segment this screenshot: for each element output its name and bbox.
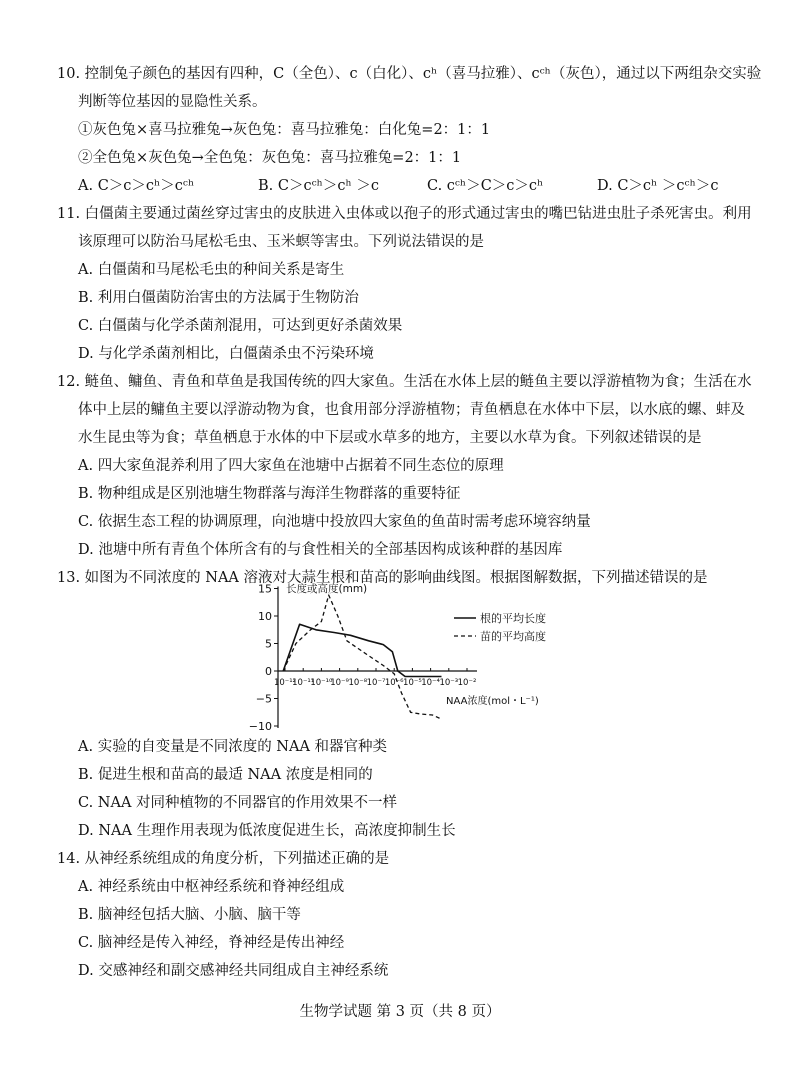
q10-stem-line2: 判断等位基因的显隐性关系。 [78, 94, 267, 110]
q12-stem-line2: 体中上层的鳙鱼主要以浮游动物为食，也食用部分浮游植物；青鱼栖息在水体中下层，以水底的螺、蚌及 [78, 402, 745, 418]
q12-option-d[interactable]: D. 池塘中所有青鱼个体所含有的与食性相关的全部基因构成该种群的基因库 [78, 542, 563, 558]
q13-option-d[interactable]: D. NAA 生理作用表现为低浓度促进生长，高浓度抑制生长 [78, 823, 456, 839]
x-tick-label: 10⁻⁵ [403, 678, 422, 688]
q10-option-d[interactable]: D. C＞cʰ ＞cᶜʰ＞c [597, 178, 719, 194]
q14-option-b[interactable]: B. 脑神经包括大脑、小脑、脑干等 [78, 907, 301, 923]
x-tick-label: 10⁻¹² [273, 678, 297, 688]
y-tick-label: −10 [248, 720, 272, 733]
y-tick-label: 15 [258, 582, 272, 596]
y-tick-label: 10 [258, 610, 272, 623]
x-tick-label: 10⁻³ [439, 678, 459, 688]
chart-y-ticks [249, 583, 278, 734]
q10-option-c[interactable]: C. cᶜʰ＞C＞c＞cʰ [427, 178, 544, 194]
q12-option-b[interactable]: B. 物种组成是区别池塘生物群落与海洋生物群落的重要特征 [78, 486, 461, 502]
q11-stem-line1: 11. 白僵菌主要通过菌丝穿过害虫的皮肤进入虫体或以孢子的形式通过害虫的嘴巴钻进虫肚子杀死害虫。利用 [57, 206, 752, 222]
x-tick-label: 10⁻¹⁰ [310, 678, 333, 688]
y-tick-label: 5 [265, 637, 272, 651]
q10-option-a[interactable]: A. C＞c＞cʰ＞cᶜʰ [78, 178, 195, 194]
legend-shoot-label: 苗的平均高度 [480, 630, 546, 643]
series-shoot-height-line [283, 595, 440, 718]
q14-option-c[interactable]: C. 脑神经是传入神经，脊神经是传出神经 [78, 935, 345, 951]
chart-x-axis-label: NAA浓度(mol・L⁻¹) [446, 696, 539, 707]
q14-stem: 14. 从神经系统组成的角度分析，下列描述正确的是 [57, 851, 390, 867]
q11-option-b[interactable]: B. 利用白僵菌防治害虫的方法属于生物防治 [78, 290, 359, 306]
q14-option-d[interactable]: D. 交感神经和副交感神经共同组成自主神经系统 [78, 963, 389, 979]
q11-stem-line2: 该原理可以防治马尾松毛虫、玉米螟等害虫。下列说法错误的是 [78, 234, 484, 250]
x-tick-label: 10⁻⁹ [330, 678, 349, 688]
q13-option-a[interactable]: A. 实验的自变量是不同浓度的 NAA 和器官种类 [78, 739, 388, 755]
series-root-length-line [283, 624, 441, 676]
y-tick-label: 0 [265, 665, 272, 678]
q13-stem: 13. 如图为不同浓度的 NAA 溶液对大蒜生根和苗高的影响曲线图。根据图解数据，下列描述错误的是 [57, 570, 708, 586]
q12-stem-line3: 水生昆虫等为食；草鱼栖息于水体的中下层或水草多的地方，主要以水草为食。下列叙述错误的是 [78, 430, 702, 446]
y-tick-label: −5 [255, 692, 272, 706]
x-tick-label: 10⁻⁴ [421, 678, 440, 688]
x-tick-label: 10⁻⁸ [348, 678, 368, 688]
chart-legend [454, 611, 546, 643]
q11-option-d[interactable]: D. 与化学杀菌剂相比，白僵菌杀虫不污染环境 [78, 346, 374, 362]
legend-root-label: 根的平均长度 [480, 612, 546, 625]
x-tick-label: 10⁻⁷ [366, 678, 386, 688]
q11-option-a[interactable]: A. 白僵菌和马尾松毛虫的种间关系是寄生 [78, 262, 345, 278]
naa-chart [240, 578, 570, 738]
x-tick-label: 10⁻² [457, 678, 477, 688]
page-footer: 生物学试题 第 3 页（共 8 页） [299, 1004, 501, 1020]
q10-cross1: ①灰色兔×喜马拉雅兔→灰色兔：喜马拉雅兔：白化兔=2：1：1 [78, 122, 491, 138]
q13-option-b[interactable]: B. 促进生根和苗高的最适 NAA 浓度是相同的 [78, 767, 373, 783]
q12-option-c[interactable]: C. 依据生态工程的协调原理，向池塘中投放四大家鱼的鱼苗时需考虑环境容纳量 [78, 514, 591, 530]
q10-stem-line1: 10. 控制兔子颜色的基因有四种，C（全色）、c（白化）、cʰ（喜马拉雅）、cᶜʰ（灰色），通过以下两组杂交实验 [57, 66, 762, 82]
x-tick-label: 10⁻¹¹ [292, 678, 315, 688]
q13-option-c[interactable]: C. NAA 对同种植物的不同器官的作用效果不一样 [78, 795, 398, 811]
q12-stem-line1: 12. 鲢鱼、鳙鱼、青鱼和草鱼是我国传统的四大家鱼。生活在水体上层的鲢鱼主要以浮游植物为食；生活在水 [57, 374, 752, 390]
chart-series [283, 595, 441, 718]
x-tick-label: 10⁻⁶ [384, 678, 404, 688]
q10-cross2: ②全色兔×灰色兔→全色兔：灰色兔：喜马拉雅兔=2：1：1 [78, 150, 462, 166]
q12-option-a[interactable]: A. 四大家鱼混养利用了四大家鱼在池塘中占据着不同生态位的原理 [78, 458, 504, 474]
q10-option-b[interactable]: B. C＞cᶜʰ＞cʰ ＞c [258, 178, 380, 194]
chart-y-axis-label: 长度或高度(mm) [286, 583, 368, 595]
q11-option-c[interactable]: C. 白僵菌与化学杀菌剂混用，可达到更好杀菌效果 [78, 318, 403, 334]
q14-option-a[interactable]: A. 神经系统由中枢神经系统和脊神经组成 [78, 879, 345, 895]
